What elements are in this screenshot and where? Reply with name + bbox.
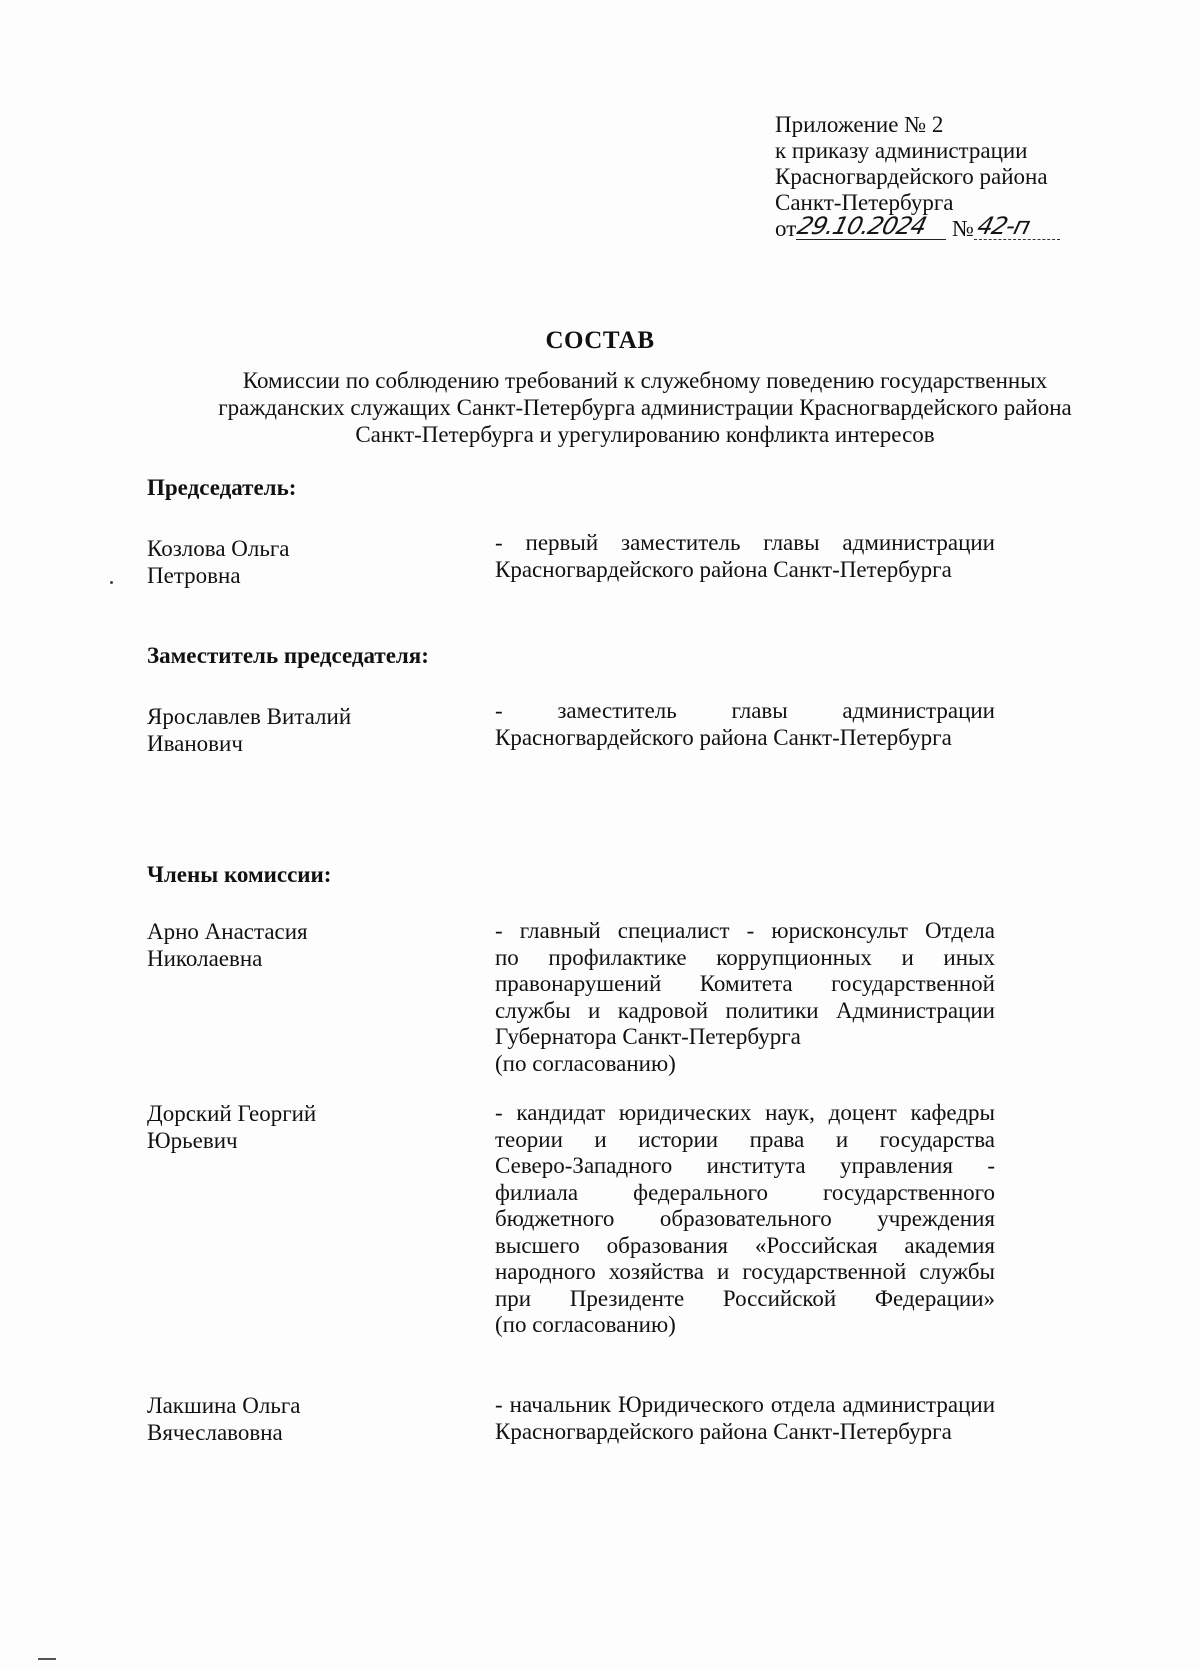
deputy-name	[147, 703, 447, 757]
member-2-role-line-1: - кандидат юридических наук, доцент кафедры	[495, 1100, 995, 1125]
deputy-role-line-2: Красногвардейского района Санкт-Петербурга	[495, 724, 952, 750]
member-2-role-line-6: высшего образования «Российская академия	[495, 1232, 995, 1258]
member-1-name	[147, 918, 447, 972]
member-3-role-line-2: Красногвардейского района Санкт-Петербурга	[495, 1418, 952, 1444]
chairman-name-line-2: Петровна	[147, 563, 241, 588]
member-1-role-line-3: правонарушений Комитета государственной	[495, 971, 995, 996]
member-2-role-line-3: Северо-Западного института управления -	[495, 1153, 995, 1178]
chairman-name-line-1: Козлова Ольга	[147, 536, 290, 561]
member-3-name-line-1: Лакшина Ольга	[147, 1393, 301, 1418]
member-2-name-line-1: Дорский Георгий	[147, 1101, 317, 1126]
member-2-role	[495, 1100, 995, 1339]
chairman-role	[495, 530, 995, 583]
member-2-role-line-8: при Президенте Российской Федерации»	[495, 1285, 995, 1311]
member-1-role	[495, 918, 995, 1077]
order-number-handwritten: 42-п	[974, 212, 1033, 240]
scan-artifact-dash	[38, 1658, 56, 1660]
member-1-name-line-1: Арно Анастасия	[147, 919, 308, 944]
appendix-line-2: к приказу администрации	[775, 138, 1028, 163]
member-2-role-line-4: филиала федерального государственного	[495, 1179, 995, 1205]
appendix-line-4: Санкт-Петербурга	[775, 190, 954, 215]
member-2-role-line-7: народного хозяйства и государственной службы	[495, 1259, 995, 1284]
deputy-name-line-2: Иванович	[147, 731, 243, 756]
chairman-name	[147, 535, 447, 589]
order-date-field	[796, 214, 946, 240]
appendix-block	[775, 112, 1115, 246]
member-1-role-line-1: - главный специалист - юрисконсульт Отдела	[495, 918, 995, 943]
appendix-line-3: Красногвардейского района	[775, 164, 1048, 189]
member-1-name-line-2: Николаевна	[147, 946, 263, 971]
order-number-field	[974, 214, 1060, 240]
member-2-role-line-2: теории и истории права и государства	[495, 1126, 995, 1152]
member-2-role-line-9: (по согласованию)	[495, 1312, 676, 1337]
member-3-name	[147, 1392, 447, 1446]
order-date-handwritten: 29.10.2024	[794, 212, 930, 240]
chairman-heading: Председатель:	[147, 475, 297, 500]
order-prefix: от	[775, 216, 797, 241]
member-2-name-line-2: Юрьевич	[147, 1128, 238, 1153]
order-number-label: №	[952, 216, 974, 241]
document-subtitle: Комиссии по соблюдению требований к служебному поведению государственных гражданских служащих Санкт-Петербурга администрации Красногвардейского района Санкт-Петербурга и урегулированию конфликта интересов	[218, 368, 1072, 447]
deputy-role	[495, 698, 995, 751]
deputy-name-line-1: Ярославлев Виталий	[147, 704, 352, 729]
member-3-name-line-2: Вячеславовна	[147, 1420, 283, 1445]
deputy-role-line-1: - заместитель главы администрации	[495, 698, 995, 723]
chairman-role-line-2: Красногвардейского района Санкт-Петербурга	[495, 556, 952, 582]
members-heading: Члены комиссии:	[147, 862, 332, 887]
scan-artifact-dot	[110, 581, 113, 584]
member-3-role	[495, 1392, 995, 1445]
member-3-role-line-1: - начальник Юридического отдела администрации	[495, 1392, 995, 1417]
document-title: СОСТАВ	[545, 327, 655, 354]
deputy-heading: Заместитель председателя:	[147, 643, 429, 668]
member-1-role-line-4: службы и кадровой политики Администрации	[495, 997, 995, 1023]
chairman-role-line-1: - первый заместитель главы администрации	[495, 530, 995, 555]
order-reference	[775, 212, 1115, 246]
appendix-line-1: Приложение № 2	[775, 112, 944, 137]
member-1-role-line-2: по профилактике коррупционных и иных	[495, 944, 995, 970]
member-2-name	[147, 1100, 447, 1154]
member-1-role-line-5: Губернатора Санкт-Петербурга	[495, 1024, 801, 1049]
member-1-role-line-6: (по согласованию)	[495, 1050, 676, 1076]
member-2-role-line-5: бюджетного образовательного учреждения	[495, 1206, 995, 1231]
